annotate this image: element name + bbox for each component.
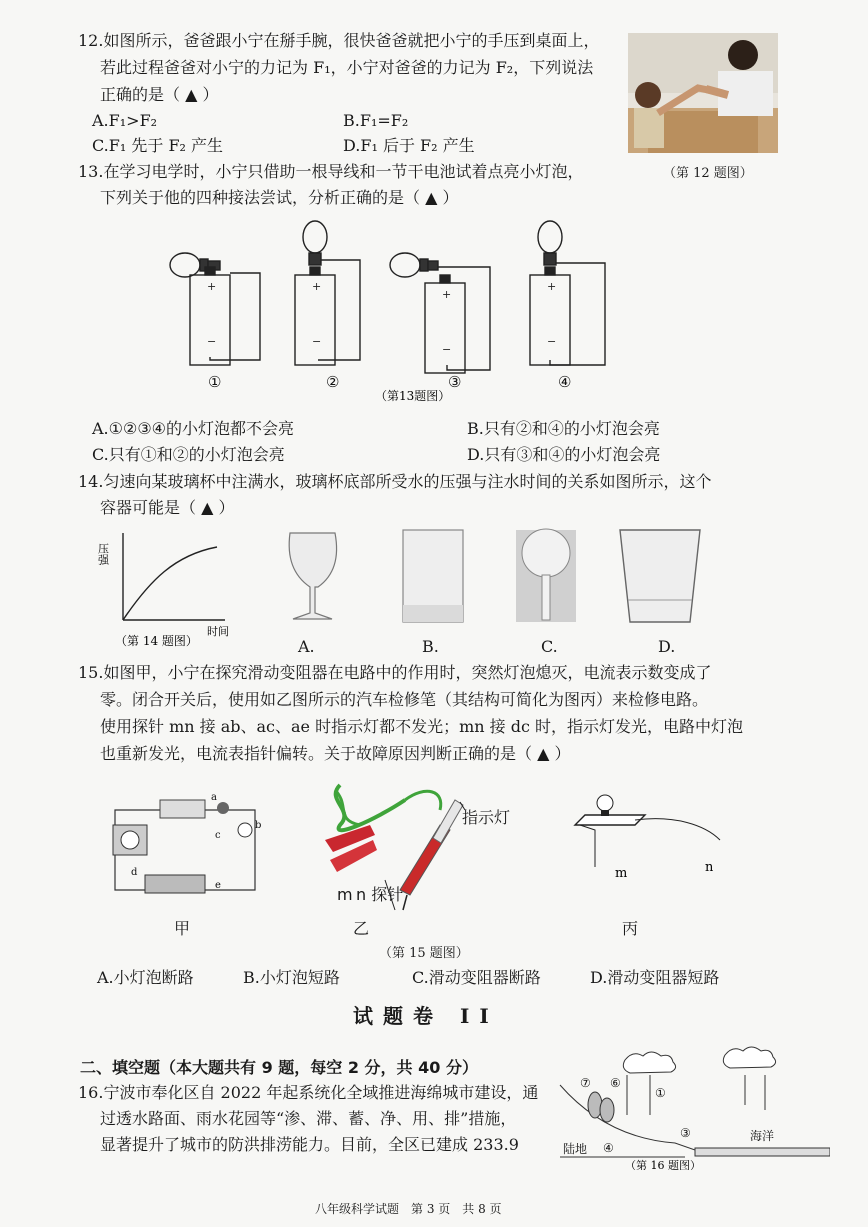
q12-option-a: A.F₁>F₂ (92, 111, 158, 130)
q13-label-1: ① (208, 373, 222, 391)
probe-m-label: m (337, 885, 353, 904)
probe-n-end: n (705, 860, 714, 875)
q16-line3: 显著提升了城市的防洪排涝能力。目前，全区已建成 233.9 (100, 1135, 519, 1154)
q15-line4: 也重新发光，电流表指针偏转。关于故障原因判断正确的是（ ▲ ） (100, 744, 571, 763)
container-d-tapered-glass (620, 530, 700, 622)
q14-pressure-time-graph (95, 525, 235, 655)
page-footer: 八年级科学试题 第 3 页 共 8 页 (315, 1202, 502, 1216)
q14-x-axis-label: 时间 (207, 625, 229, 638)
q14-line1: 14.匀速向某玻璃杯中注满水，玻璃杯底部所受水的压强与注水时间的关系如图所示，这个 (78, 472, 712, 491)
q15-option-a: A.小灯泡断路 (97, 968, 194, 987)
q13-option-a: A.①②③④的小灯泡都不会亮 (92, 419, 295, 438)
q13-battery-minus: − (547, 335, 557, 348)
q14-label-b: B. (422, 637, 439, 656)
point-c: c (215, 830, 221, 841)
q12-line2: 若此过程爸爸对小宁的力记为 F₁，小宁对爸爸的力记为 F₂，下列说法 (100, 58, 594, 77)
q13-circuit-figures (160, 215, 630, 405)
fig-yi-label: 乙 (353, 919, 370, 938)
q13-battery-plus: + (442, 288, 452, 301)
diagram-num-7: ⑦ (580, 1076, 591, 1090)
q13-figure-caption: （第13题图） (375, 389, 451, 403)
q13-label-3: ③ (448, 373, 462, 391)
q16-water-cycle-diagram (555, 1045, 830, 1170)
q12-option-d: D.F₁ 后于 F₂ 产生 (343, 136, 475, 155)
q13-line2: 下列关于他的四种接法尝试，分析正确的是（ ▲ ） (100, 188, 459, 207)
container-b-cylinder-glass (403, 530, 463, 622)
arm-wrestling-photo (628, 33, 778, 153)
q13-battery-minus: − (207, 335, 217, 348)
ocean-label: 海洋 (750, 1129, 775, 1143)
q13-battery-plus: + (547, 280, 557, 293)
q15-line3: 使用探针 mn 接 ab、ac、ae 时指示灯都不发光；mn 接 dc 时，指示灯发光，电路中灯泡 (100, 717, 744, 736)
container-c-flask (516, 529, 576, 622)
q12-option-c: C.F₁ 先于 F₂ 产生 (92, 136, 224, 155)
q14-label-d: D. (658, 637, 676, 656)
diagram-num-4: ④ (603, 1141, 614, 1155)
q15-option-c: C.滑动变阻器断路 (412, 968, 541, 987)
fig-jia-label: 甲 (174, 919, 191, 938)
point-b: b (255, 820, 262, 831)
q15-line2: 零。闭合开关后，使用如乙图所示的汽车检修笔（其结构可简化为图丙）来检修电路。 (100, 690, 709, 709)
container-a-wine-glass (289, 533, 336, 619)
q14-container-options (270, 525, 730, 630)
point-d: d (131, 867, 138, 878)
point-a: a (211, 792, 217, 803)
q13-option-b: B.只有②和④的小灯泡会亮 (467, 419, 660, 438)
section-title: 试题卷 II (353, 1004, 499, 1028)
q14-line2: 容器可能是（ ▲ ） (100, 498, 235, 517)
diagram-num-3: ③ (680, 1126, 691, 1140)
q13-option-c: C.只有①和②的小灯泡会亮 (92, 445, 285, 464)
q13-option-d: D.只有③和④的小灯泡会亮 (467, 445, 661, 464)
diagram-num-1: ① (655, 1086, 666, 1100)
indicator-light-label: 指示灯 (462, 808, 511, 827)
q15-figure-bing-simplified (565, 785, 745, 885)
q13-label-4: ④ (558, 373, 572, 391)
q12-line1: 12.如图所示，爸爸跟小宁在掰手腕，很快爸爸就把小宁的手压到桌面上， (78, 31, 600, 50)
q14-y-axis-label: 压强 (96, 543, 110, 565)
part2-heading: 二、填空题（本大题共有 9 题，每空 2 分，共 40 分） (80, 1058, 478, 1077)
q13-battery-plus: + (207, 280, 217, 293)
probe-m-end: m (615, 866, 628, 881)
q14-figure-caption: （第 14 题图） (115, 634, 198, 648)
q12-line3: 正确的是（ ▲ ） (100, 85, 219, 104)
q16-figure-caption: （第 16 题图） (625, 1159, 701, 1170)
q14-label-c: C. (541, 637, 558, 656)
q15-option-b: B.小灯泡短路 (243, 968, 340, 987)
point-e: e (215, 880, 221, 891)
q13-battery-plus: + (312, 280, 322, 293)
q15-figure-caption: （第 15 题图） (379, 946, 469, 961)
q15-line1: 15.如图甲，小宁在探究滑动变阻器在电路中的作用时，突然灯泡熄灭，电流表示数变成了 (78, 663, 712, 682)
q12-option-b: B.F₁=F₂ (343, 111, 409, 130)
q14-label-a: A. (298, 637, 315, 656)
q16-line1: 16.宁波市奉化区自 2022 年起系统化全域推进海绵城市建设，通 (78, 1083, 539, 1102)
q13-label-2: ② (326, 373, 340, 391)
land-label: 陆地 (563, 1142, 588, 1156)
q16-line2: 过透水路面、雨水花园等“渗、滞、蓄、净、用、排”措施， (100, 1109, 517, 1128)
q12-figure-caption: （第 12 题图） (663, 166, 753, 181)
probe-n-label: n 探针 (356, 885, 404, 904)
q13-battery-minus: − (442, 343, 452, 356)
q15-figure-jia-circuit (95, 780, 265, 910)
diagram-num-6: ⑥ (610, 1076, 621, 1090)
q15-option-d: D.滑动变阻器短路 (590, 968, 720, 987)
q13-battery-minus: − (312, 335, 322, 348)
fig-bing-label: 丙 (622, 919, 639, 938)
q13-line1: 13.在学习电学时，小宁只借助一根导线和一节干电池试着点亮小灯泡， (78, 162, 584, 181)
